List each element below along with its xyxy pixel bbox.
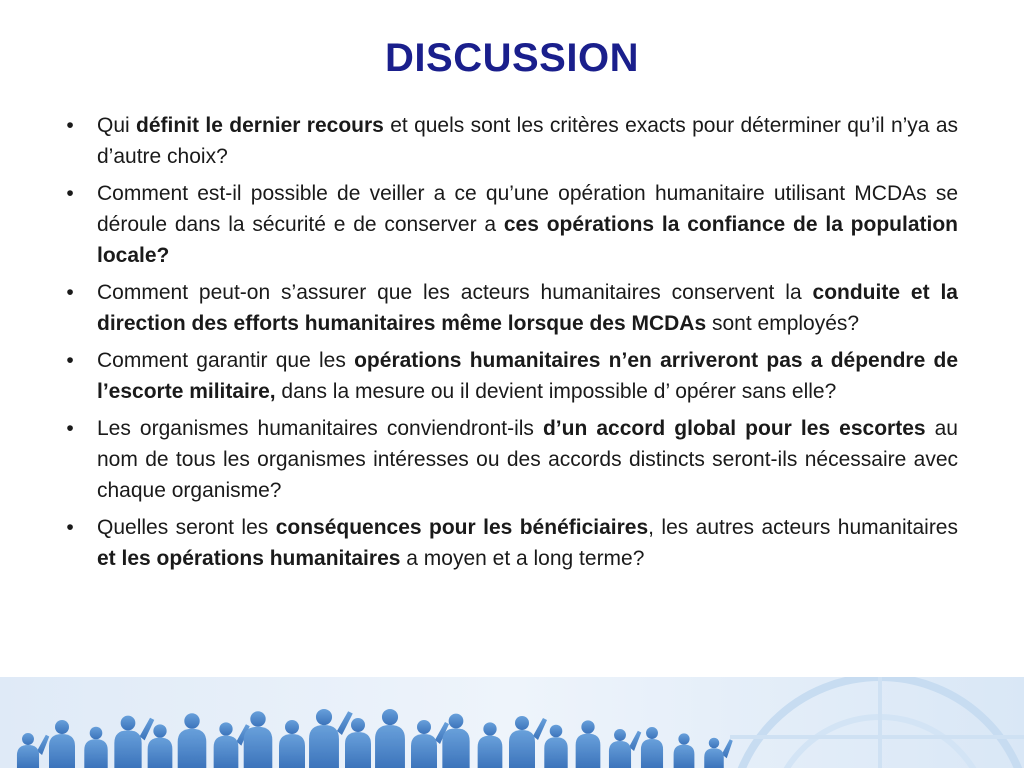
text-segment: et quels sont les critères exacts pour déterminer qu’il n’ya as d’autre choix?	[97, 114, 958, 168]
bullet-text	[97, 349, 958, 403]
bullet-marker: •	[66, 182, 74, 205]
text-segment: au nom de tous les organismes intéresses ou des accords distincts seront-ils nécessaire avec chaque organisme?	[97, 417, 958, 502]
bullet-text	[97, 417, 958, 502]
text-segment: sont employés?	[706, 312, 860, 335]
bullet-marker: •	[66, 516, 74, 539]
bullet-item	[60, 413, 958, 506]
bullet-item	[60, 512, 958, 574]
bullet-text	[97, 281, 958, 335]
slide-title: DISCUSSION	[385, 36, 639, 80]
text-segment: dans la mesure ou il devient impossible d’ opérer sans elle?	[275, 380, 837, 403]
text-segment: Qui	[97, 114, 137, 137]
bullet-list	[60, 110, 958, 580]
bullet-marker: •	[66, 281, 74, 304]
bullet-item	[60, 178, 958, 271]
text-segment-bold: ces opérations la confiance de la population locale?	[97, 213, 958, 267]
text-segment-bold: et les opérations humanitaires	[97, 547, 401, 570]
footer-banner	[0, 677, 1024, 768]
text-segment: a moyen et a long terme?	[400, 547, 645, 570]
bullet-item	[60, 345, 958, 407]
text-segment: , les autres acteurs humanitaires	[648, 516, 958, 539]
text-segment: Comment est-il possible de veiller a ce qu’une opération humanitaire utilisant MCDAs se déroule dans la sécurité e de conserver a	[97, 182, 958, 236]
people-silhouettes-banner	[0, 677, 1024, 768]
bullet-text	[97, 516, 958, 570]
text-segment-bold: définit le dernier recours	[136, 114, 384, 137]
bullet-item	[60, 110, 958, 172]
text-segment: Comment garantir que les	[97, 349, 355, 372]
text-segment-bold: conséquences pour les bénéficiaires	[275, 516, 649, 539]
text-segment-bold: opérations humanitaires n’en arriveront pas a dépendre de l’escorte militaire,	[97, 349, 958, 403]
bullet-marker: •	[66, 417, 74, 440]
bullet-text	[97, 182, 958, 267]
text-segment-bold: d’un accord global pour les escortes	[542, 417, 926, 440]
bullet-item	[60, 277, 958, 339]
text-segment: Comment peut-on s’assurer que les acteurs humanitaires conservent la	[97, 281, 813, 304]
text-segment-bold: conduite et la direction des efforts humanitaires même lorsque des MCDAs	[97, 281, 958, 335]
bullet-marker: •	[66, 114, 74, 137]
text-segment: Les organismes humanitaires conviendront-ils	[97, 417, 543, 440]
text-segment: Quelles seront les	[97, 516, 276, 539]
bullet-text	[97, 114, 958, 168]
bullet-marker: •	[66, 349, 74, 372]
